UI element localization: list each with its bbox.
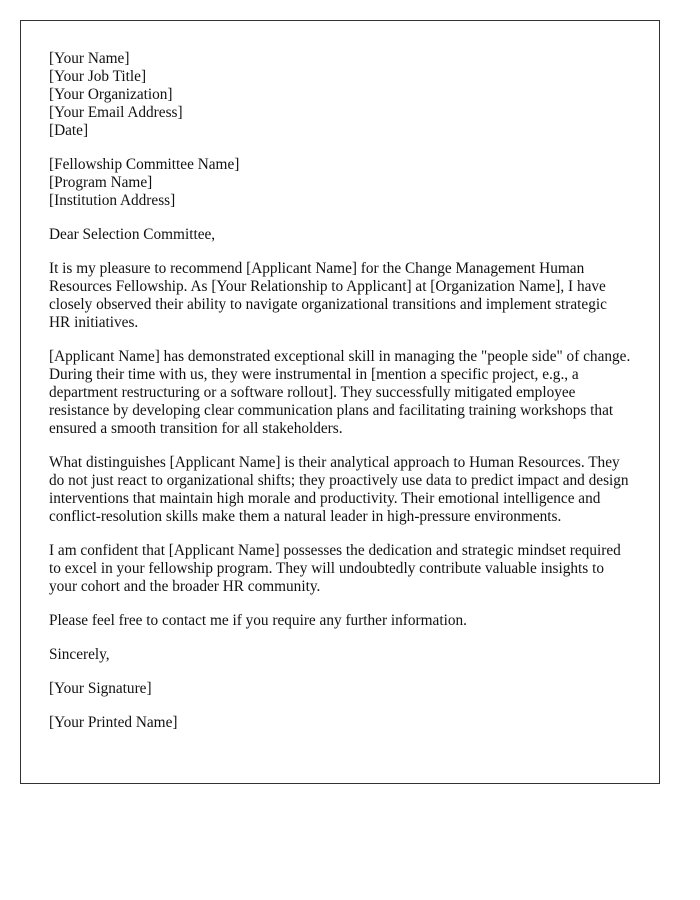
signature: [Your Signature] bbox=[49, 680, 152, 697]
recipient-committee: [Fellowship Committee Name] bbox=[49, 156, 240, 173]
paragraph-analytical-approach: What distinguishes [Applicant Name] is their analytical approach to Human Resources. They do not just react to organizational shifts; they proactively use data to predict impact and design interventions that maintain high morale and productivity. Their emotional intelligence and conflict-resolution skills make them a natural leader in high-pressure environments. bbox=[49, 454, 629, 525]
sender-job-title: [Your Job Title] bbox=[49, 68, 147, 85]
paragraph-introduction: It is my pleasure to recommend [Applicant Name] for the Change Management Human Resources Fellowship. As [Your Relationship to Applicant] at [Organization Name], I have closely observed their ability to navigate organizational transitions and implement strategic HR initiatives. bbox=[49, 260, 607, 331]
sender-email: [Your Email Address] bbox=[49, 104, 183, 121]
recipient-block bbox=[49, 156, 631, 210]
sender-block bbox=[49, 50, 631, 140]
sender-name: [Your Name] bbox=[49, 50, 130, 67]
recipient-program: [Program Name] bbox=[49, 174, 153, 191]
letter-date: [Date] bbox=[49, 122, 89, 139]
closing: Sincerely, bbox=[49, 646, 110, 663]
paragraph-change-skills: [Applicant Name] has demonstrated exceptional skill in managing the "people side" of change. During their time with us, they were instrumental in [mention a specific project, e.g., a department restructuring or a software rollout]. They successfully mitigated employee resistance by developing clear communication plans and facilitating training workshops that ensured a smooth transition for all stakeholders. bbox=[49, 348, 631, 437]
sender-organization: [Your Organization] bbox=[49, 86, 173, 103]
paragraph-contact: Please feel free to contact me if you require any further information. bbox=[49, 612, 467, 629]
printed-name: [Your Printed Name] bbox=[49, 714, 178, 731]
recipient-address: [Institution Address] bbox=[49, 192, 176, 209]
recommendation-letter bbox=[20, 20, 660, 784]
salutation: Dear Selection Committee, bbox=[49, 226, 216, 243]
paragraph-confidence: I am confident that [Applicant Name] possesses the dedication and strategic mindset required to excel in your fellowship program. They will undoubtedly contribute valuable insights to your cohort and the broader HR community. bbox=[49, 542, 621, 595]
